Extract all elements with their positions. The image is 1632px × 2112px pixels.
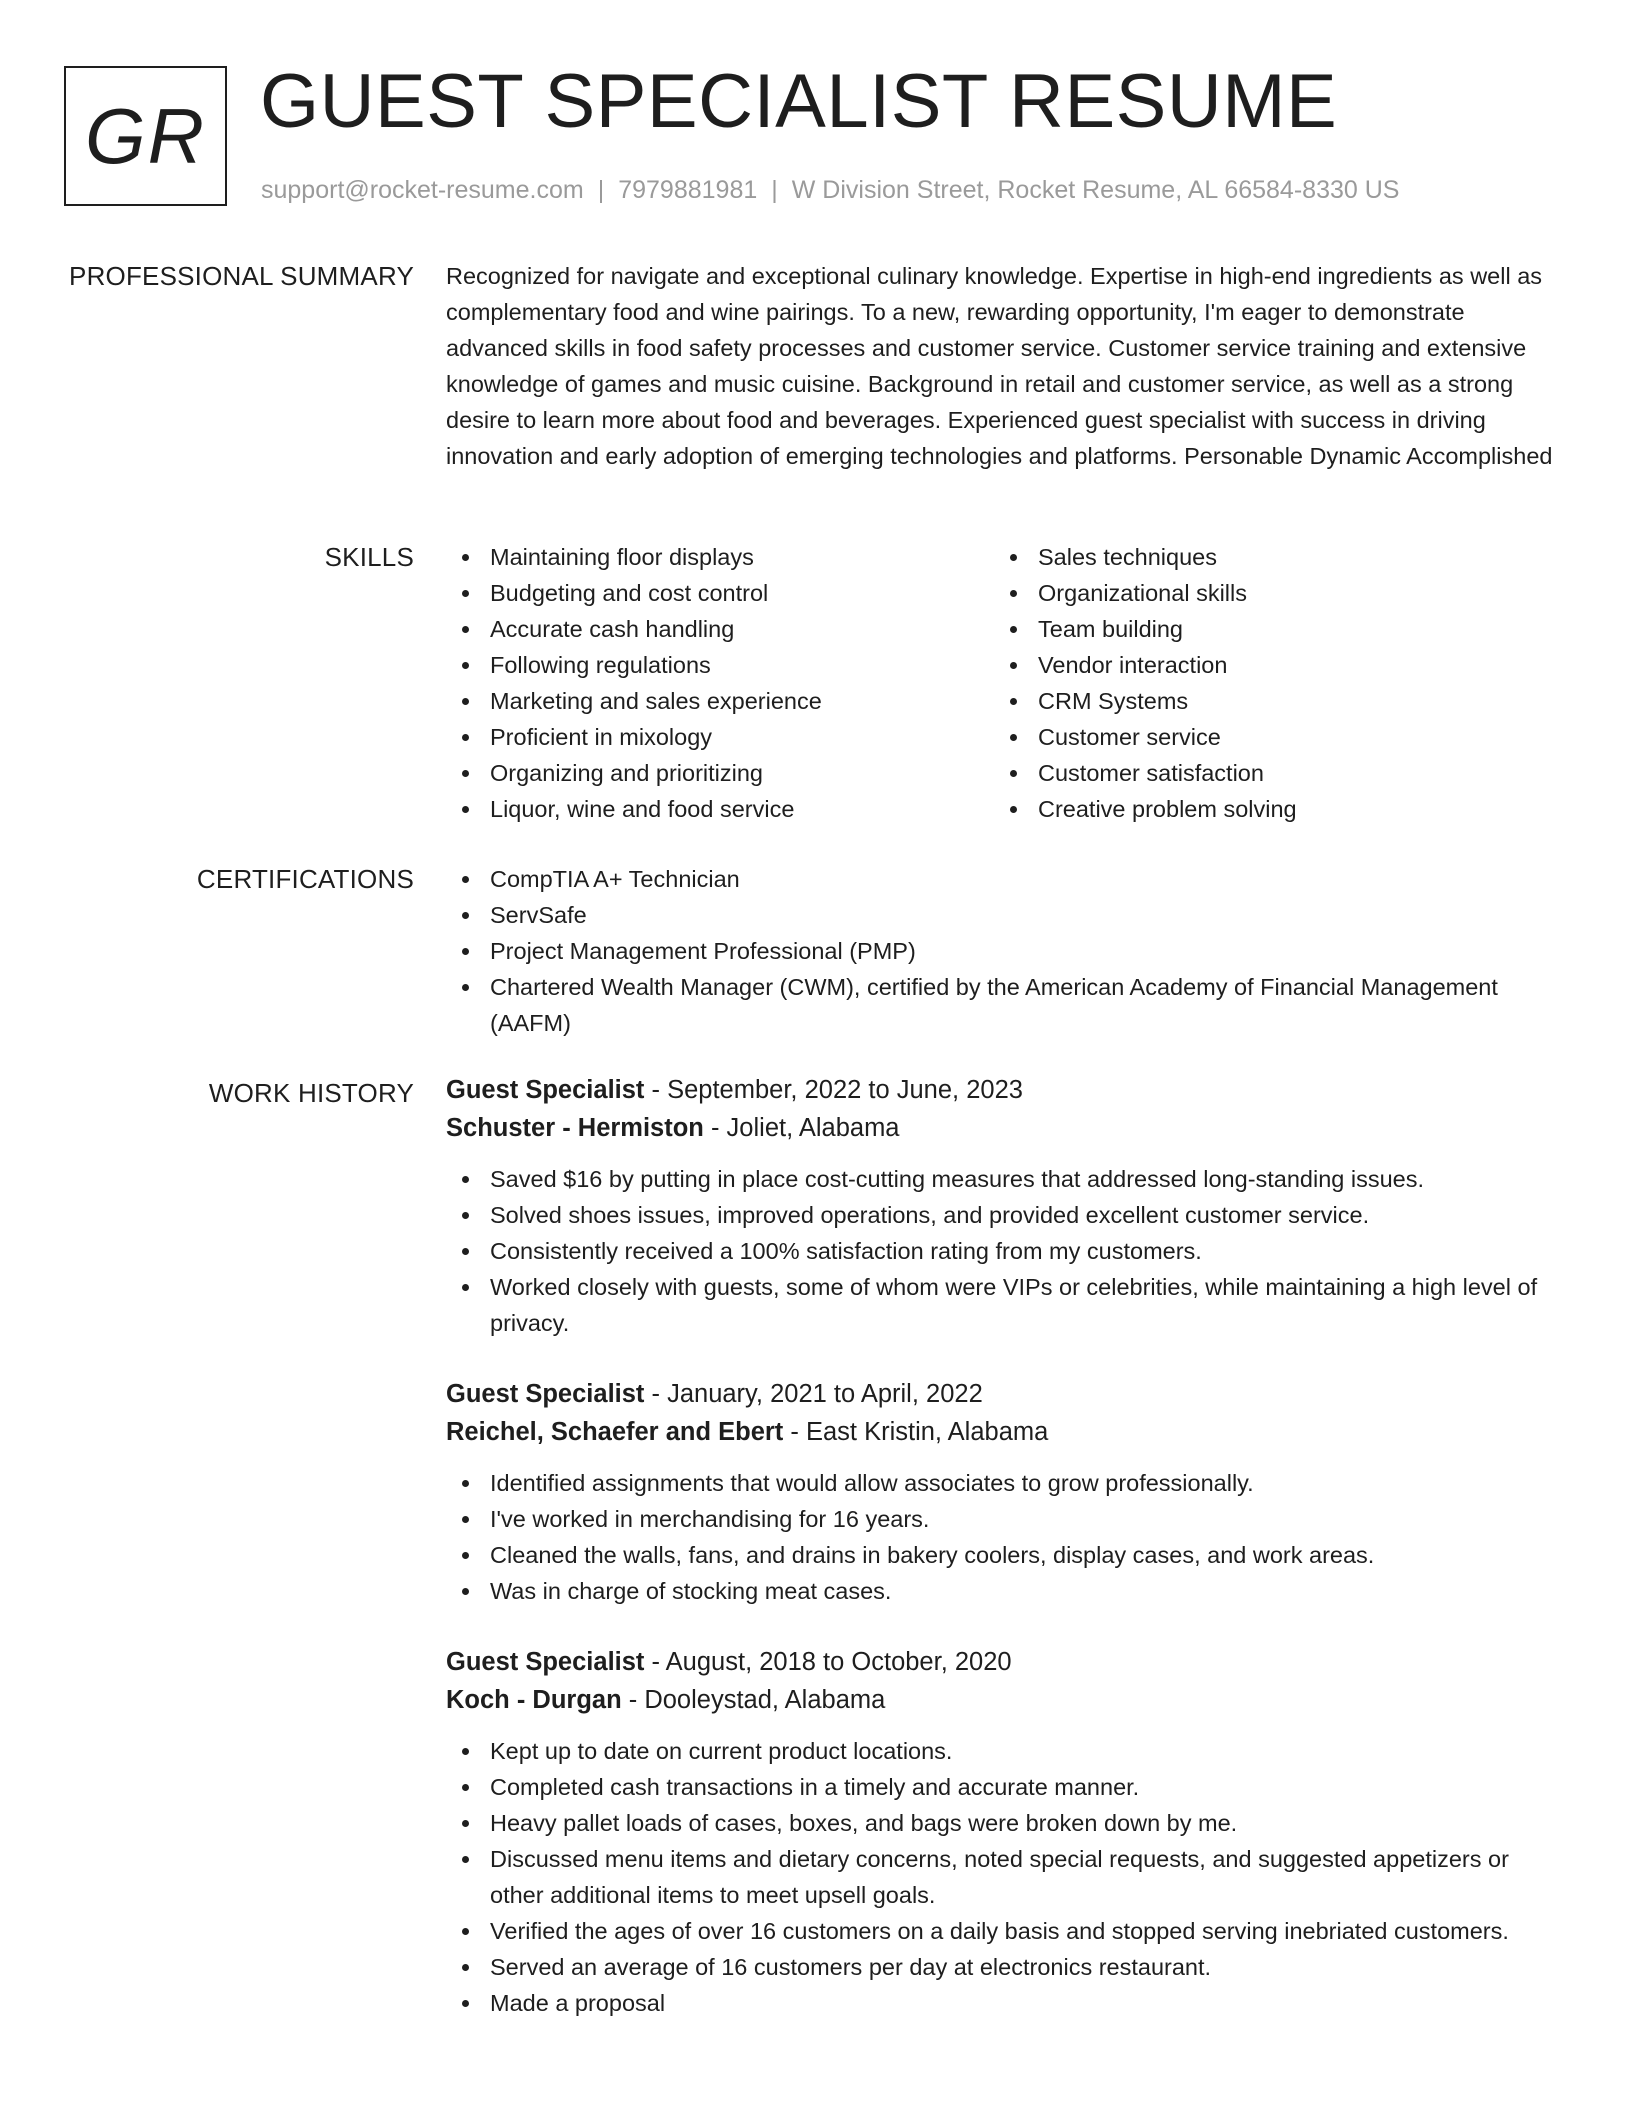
bullet-icon [1010, 554, 1017, 561]
list-item [446, 1733, 1566, 1769]
skill-text: Budgeting and cost control [490, 580, 769, 606]
list-item [446, 897, 1566, 933]
bullet-icon [462, 1480, 469, 1487]
list-item [446, 1573, 1566, 1609]
bullet-icon [462, 1552, 469, 1559]
skills-list-left [446, 539, 986, 827]
list-item [446, 969, 1566, 1041]
skill-text: Organizing and prioritizing [490, 760, 764, 786]
job-location: - East Kristin, Alabama [783, 1418, 1049, 1446]
job-bullet-text: Completed cash transactions in a timely and accurate manner. [490, 1774, 1140, 1800]
job-title: Guest Specialist [446, 1380, 645, 1408]
job-entry [446, 1643, 1566, 2021]
list-item [994, 611, 1534, 647]
job-bullet-text: I've worked in merchandising for 16 years. [490, 1506, 930, 1532]
bullet-icon [1010, 590, 1017, 597]
job-bullet-text: Kept up to date on current product locations. [490, 1738, 953, 1764]
skill-text: Creative problem solving [1038, 796, 1297, 822]
list-item [446, 1465, 1566, 1501]
bullet-icon [462, 1588, 469, 1595]
contact-email: support@rocket-resume.com [261, 176, 584, 204]
section-label-certifications: CERTIFICATIONS [196, 864, 414, 894]
certification-text: CompTIA A+ Technician [490, 866, 740, 892]
bullet-icon [462, 984, 469, 991]
job-bullet-text: Verified the ages of over 16 customers on a daily basis and stopped serving inebriated customers. [490, 1918, 1509, 1944]
certifications-list [446, 861, 1566, 1041]
job-bullet-text: Made a proposal [490, 1990, 666, 2016]
job-title: Guest Specialist [446, 1076, 645, 1104]
bullet-icon [462, 770, 469, 777]
list-item [446, 1805, 1566, 1841]
contact-separator: | [771, 176, 778, 204]
bullet-icon [462, 2000, 469, 2007]
job-bullet-text: Worked closely with guests, some of whom were VIPs or celebrities, while maintaining a high level of privacy. [490, 1274, 1538, 1336]
contact-line [261, 174, 1399, 207]
job-location: - Dooleystad, Alabama [621, 1686, 886, 1714]
list-item [446, 1769, 1566, 1805]
skill-text: Vendor interaction [1038, 652, 1228, 678]
list-item [994, 791, 1534, 827]
bullet-icon [1010, 770, 1017, 777]
certifications-body [446, 861, 1566, 1041]
job-bullet-text: Identified assignments that would allow associates to grow professionally. [490, 1470, 1254, 1496]
skills-grid [446, 539, 1566, 827]
job-bullets [446, 1733, 1566, 2021]
skill-text: Liquor, wine and food service [490, 796, 795, 822]
job-dates: - September, 2022 to June, 2023 [644, 1076, 1023, 1104]
job-dates: - August, 2018 to October, 2020 [644, 1648, 1012, 1676]
job-location: - Joliet, Alabama [703, 1114, 900, 1142]
resume-title: GUEST SPECIALIST RESUME [260, 59, 1338, 144]
certification-text: ServSafe [490, 902, 587, 928]
bullet-icon [1010, 734, 1017, 741]
bullet-icon [1010, 662, 1017, 669]
list-item [446, 861, 1566, 897]
bullet-icon [462, 912, 469, 919]
job-title-line [446, 1375, 1566, 1413]
list-item [446, 647, 986, 683]
bullet-icon [462, 1964, 469, 1971]
job-entry [446, 1375, 1566, 1609]
list-item [446, 1949, 1566, 1985]
job-bullet-text: Was in charge of stocking meat cases. [490, 1578, 892, 1604]
bullet-icon [462, 1516, 469, 1523]
skill-text: Marketing and sales experience [490, 688, 822, 714]
bullet-icon [1010, 626, 1017, 633]
skills-body [446, 539, 1566, 827]
job-bullet-text: Solved shoes issues, improved operations, and provided excellent customer service. [490, 1202, 1370, 1228]
bullet-icon [462, 554, 469, 561]
job-title: Guest Specialist [446, 1648, 645, 1676]
skill-text: Customer satisfaction [1038, 760, 1264, 786]
bullet-icon [462, 1176, 469, 1183]
list-item [446, 755, 986, 791]
job-title-line [446, 1643, 1566, 1681]
list-item [446, 683, 986, 719]
job-bullet-text: Cleaned the walls, fans, and drains in bakery coolers, display cases, and work areas. [490, 1542, 1375, 1568]
list-item [446, 719, 986, 755]
job-bullet-text: Discussed menu items and dietary concerns, noted special requests, and suggested appetizers or other additional items to meet upsell goals. [490, 1846, 1509, 1908]
bullet-icon [462, 1284, 469, 1291]
job-title-line [446, 1071, 1566, 1109]
skill-text: Customer service [1038, 724, 1221, 750]
bullet-icon [1010, 806, 1017, 813]
skill-text: Accurate cash handling [490, 616, 735, 642]
list-item [446, 1501, 1566, 1537]
bullet-icon [462, 806, 469, 813]
bullet-icon [462, 1856, 469, 1863]
bullet-icon [462, 590, 469, 597]
list-item [446, 575, 986, 611]
bullet-icon [462, 1928, 469, 1935]
job-entry [446, 1071, 1566, 1341]
list-item [994, 683, 1534, 719]
skill-text: Team building [1038, 616, 1184, 642]
bullet-icon [462, 948, 469, 955]
bullet-icon [462, 876, 469, 883]
bullet-icon [462, 698, 469, 705]
job-employer-line [446, 1681, 1566, 1719]
skills-list-right [994, 539, 1534, 827]
section-label-work-history: WORK HISTORY [208, 1078, 414, 1108]
bullet-icon [462, 1820, 469, 1827]
list-item [446, 791, 986, 827]
job-employer: Reichel, Schaefer and Ebert [446, 1418, 784, 1446]
skill-text: Sales techniques [1038, 544, 1217, 570]
skill-text: CRM Systems [1038, 688, 1189, 714]
list-item [446, 539, 986, 575]
bullet-icon [462, 626, 469, 633]
job-bullet-text: Consistently received a 100% satisfaction rating from my customers. [490, 1238, 1202, 1264]
bullet-icon [462, 662, 469, 669]
monogram-badge [64, 66, 227, 206]
skill-text: Maintaining floor displays [490, 544, 754, 570]
certification-text: Chartered Wealth Manager (CWM), certified by the American Academy of Financial Management (AAFM) [490, 974, 1498, 1036]
section-label-summary: PROFESSIONAL SUMMARY [69, 261, 414, 291]
list-item [446, 611, 986, 647]
contact-separator: | [597, 176, 605, 204]
list-item [446, 1269, 1566, 1341]
certification-text: Project Management Professional (PMP) [490, 938, 916, 964]
skill-text: Organizational skills [1038, 580, 1247, 606]
summary-body [446, 258, 1566, 474]
list-item [446, 1913, 1566, 1949]
summary-text: Recognized for navigate and exceptional culinary knowledge. Expertise in high-end ingredients as well as complementary food and wine pairings. To a new, rewarding opportunity, I'm eager to demonstrate advanced skills in food safety processes and customer service. Customer service training and extensive knowledge of games and music cuisine. Background in retail and customer service, as well as a strong desire to learn more about food and beverages. Experienced guest specialist with success in driving innovation and early adoption of emerging technologies and platforms. Personable Dynamic Accomplished [446, 263, 1553, 469]
skill-text: Proficient in mixology [490, 724, 713, 750]
job-employer-line [446, 1109, 1566, 1147]
bullet-icon [1010, 698, 1017, 705]
list-item [446, 933, 1566, 969]
list-item [446, 1985, 1566, 2021]
job-employer-line [446, 1413, 1566, 1451]
skill-text: Following regulations [490, 652, 711, 678]
bullet-icon [462, 1248, 469, 1255]
list-item [446, 1161, 1566, 1197]
contact-phone: 7979881981 [618, 176, 758, 204]
job-bullet-text: Served an average of 16 customers per day at electronics restaurant. [490, 1954, 1212, 1980]
contact-address: W Division Street, Rocket Resume, AL 66584-8330 US [791, 176, 1400, 204]
bullet-icon [462, 1748, 469, 1755]
bullet-icon [462, 734, 469, 741]
job-dates: - January, 2021 to April, 2022 [644, 1380, 983, 1408]
list-item [446, 1233, 1566, 1269]
job-bullets [446, 1161, 1566, 1341]
list-item [446, 1197, 1566, 1233]
job-bullet-text: Heavy pallet loads of cases, boxes, and bags were broken down by me. [490, 1810, 1238, 1836]
job-bullet-text: Saved $16 by putting in place cost-cutting measures that addressed long-standing issues. [490, 1166, 1425, 1192]
monogram-initials: GR [85, 92, 206, 180]
list-item [994, 575, 1534, 611]
list-item [994, 755, 1534, 791]
list-item [446, 1841, 1566, 1913]
bullet-icon [462, 1212, 469, 1219]
bullet-icon [462, 1784, 469, 1791]
list-item [994, 539, 1534, 575]
job-bullets [446, 1465, 1566, 1609]
list-item [994, 647, 1534, 683]
list-item [994, 719, 1534, 755]
job-employer: Schuster - Hermiston [446, 1114, 704, 1142]
list-item [446, 1537, 1566, 1573]
section-label-skills: SKILLS [324, 542, 414, 572]
job-employer: Koch - Durgan [446, 1686, 622, 1714]
